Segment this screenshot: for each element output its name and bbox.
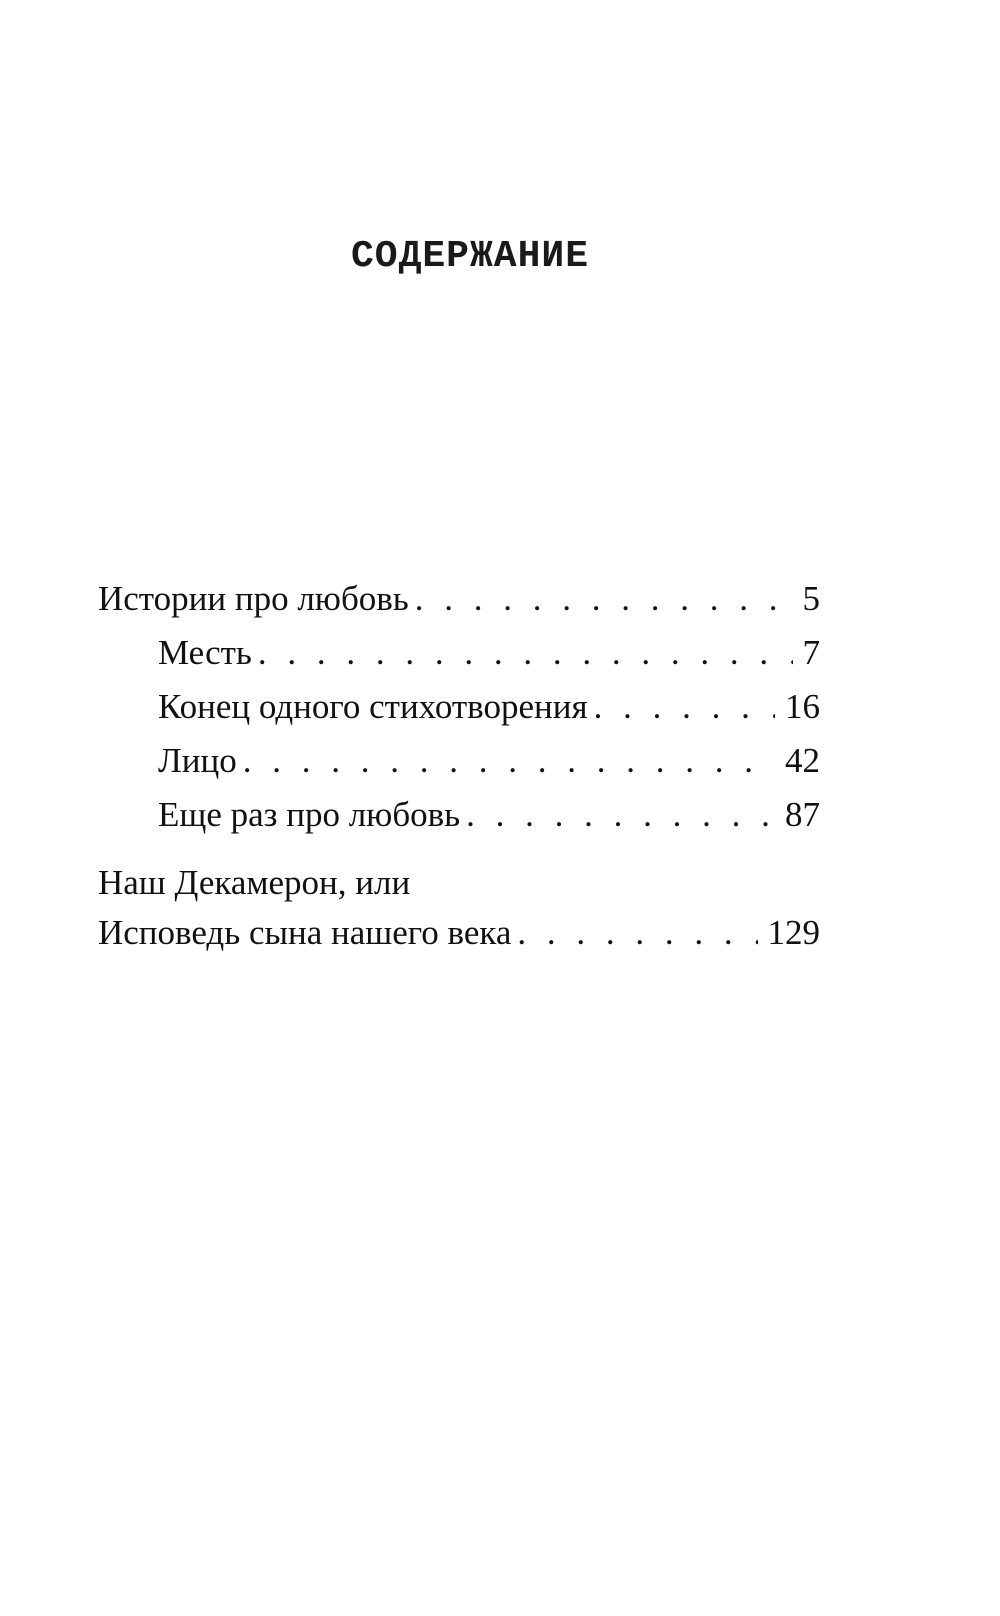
toc-entry-label: Месть — [158, 633, 252, 672]
page-title: СОДЕРЖАНИЕ — [350, 235, 590, 279]
toc-entry-label: Истории про любовь — [98, 579, 409, 618]
dot-leader — [466, 788, 775, 842]
toc-entry-multiline[interactable] — [98, 858, 820, 958]
toc-entry-label: Еще раз про любовь — [158, 795, 461, 834]
toc-entry — [98, 908, 820, 958]
dot-leader — [415, 572, 793, 626]
dot-leader — [258, 626, 793, 680]
toc-page-number: 7 — [802, 633, 820, 672]
toc-page-number: 42 — [785, 741, 820, 780]
toc-page-number: 129 — [767, 913, 820, 952]
toc-entry[interactable] — [98, 626, 820, 680]
toc-entry[interactable] — [98, 572, 820, 626]
dot-leader — [594, 680, 775, 734]
toc-entry-label: Конец одного стихотворения — [158, 687, 588, 726]
toc-page-number: 5 — [802, 579, 820, 618]
toc-entry[interactable] — [98, 680, 820, 734]
table-of-contents — [98, 572, 820, 958]
toc-entry[interactable] — [98, 734, 820, 788]
toc-entry-label-line1: Наш Декамерон, или — [98, 863, 411, 902]
dot-leader — [517, 908, 757, 958]
toc-entry-label: Лицо — [158, 741, 237, 780]
toc-entry-label-line2: Исповедь сына нашего века — [98, 913, 512, 952]
toc-page-number: 87 — [785, 795, 820, 834]
dot-leader — [243, 734, 775, 788]
toc-entry[interactable] — [98, 788, 820, 842]
toc-page-number: 16 — [785, 687, 820, 726]
